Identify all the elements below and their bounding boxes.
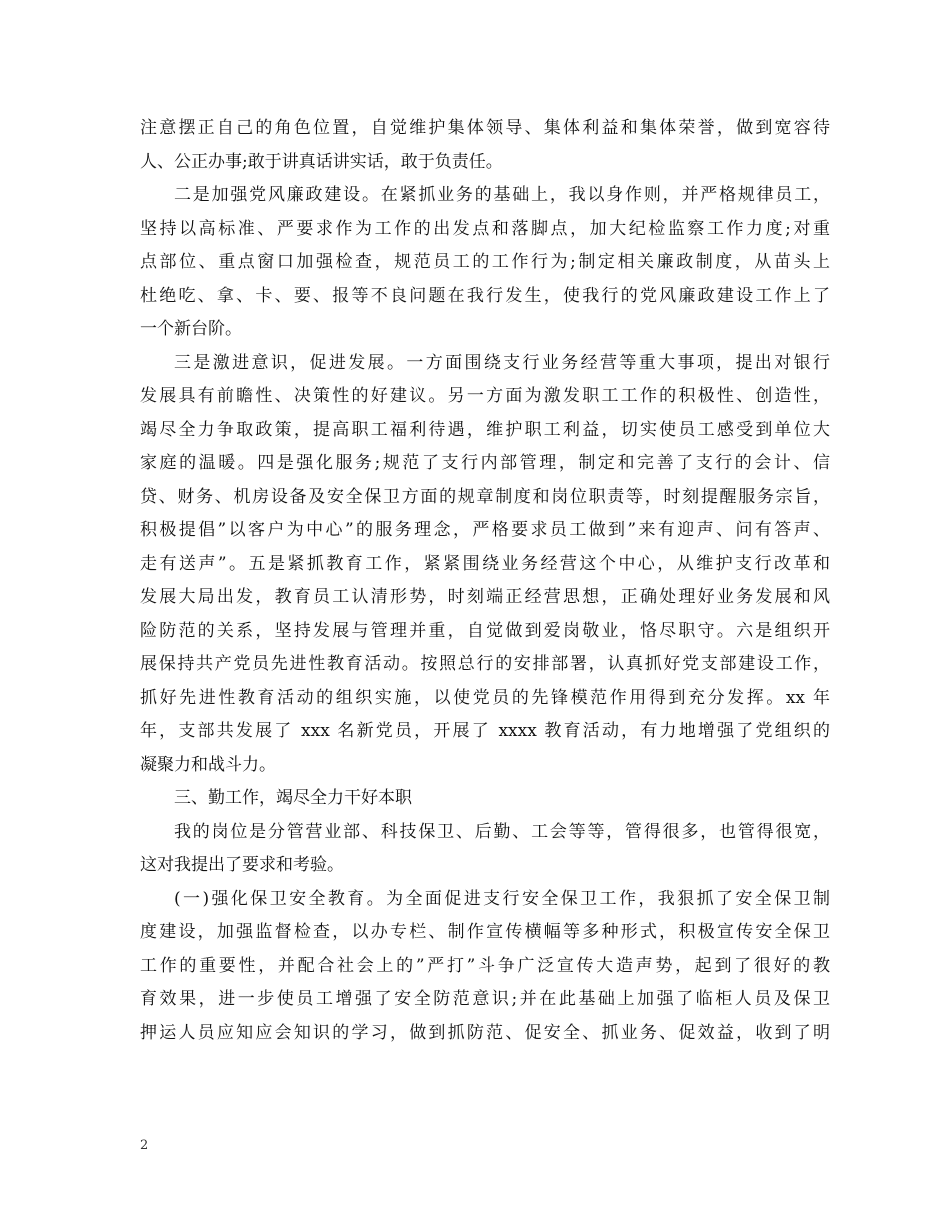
text-line: 这对我提出了要求和考验。: [140, 855, 344, 875]
text-line: 展保持共产党员先进性教育活动。按照总行的安排部署，认真抓好党支部建设工作，: [140, 654, 830, 674]
text-line: 一个新台阶。: [140, 319, 242, 339]
page-number: 2: [140, 1138, 149, 1153]
text-line: 家庭的温暖。四是强化服务;规范了支行内部管理，制定和完善了支行的会计、信: [140, 453, 830, 473]
text-line: 年，支部共发展了 xxx 名新党员，开展了 xxxx 教育活动，有力地增强了党组织的: [140, 721, 830, 741]
text-line: 坚持以高标准、严要求作为工作的出发点和落脚点，加大纪检监察工作力度;对重: [140, 218, 830, 239]
text-line: 注意摆正自己的角色位置，自觉维护集体领导、集体利益和集体荣誉，做到宽容待: [140, 118, 830, 138]
text-line: 贷、财务、机房设备及安全保卫方面的规章制度和岗位职责等，时刻提醒服务宗旨，: [140, 486, 830, 507]
text-line: 点部位、重点窗口加强检查，规范员工的工作行为;制定相关廉政制度，从苗头上: [140, 252, 830, 272]
text-line: 凝聚力和战斗力。: [140, 754, 276, 775]
text-line: 积极提倡”以客户为中心”的服务理念，严格要求员工做到”来有迎声、问有答声、: [140, 520, 830, 540]
text-line: 三、勤工作，竭尽全力干好本职: [174, 788, 412, 808]
text-line: 三是激进意识，促进发展。一方面围绕支行业务经营等重大事项，提出对银行: [174, 352, 830, 373]
text-line: 育效果，进一步使员工增强了安全防范意识;并在此基础上加强了临柜人员及保卫: [140, 989, 830, 1009]
text-line: 竭尽全力争取政策，提高职工福利待遇，维护职工利益，切实使员工感受到单位大: [140, 419, 830, 440]
text-line: (一)强化保卫安全教育。为全面促进支行安全保卫工作，我狠抓了安全保卫制: [174, 888, 830, 909]
text-line: 人、公正办事;敢于讲真话讲实话，敢于负责任。: [140, 151, 503, 172]
text-line: 发展具有前瞻性、决策性的好建议。另一方面为激发职工工作的积极性、创造性，: [140, 386, 830, 406]
text-line: 我的岗位是分管营业部、科技保卫、后勤、工会等等，管得很多，也管得很宽，: [174, 821, 830, 842]
text-line: 押运人员应知应会知识的学习，做到抓防范、促安全、抓业务、促效益，收到了明: [140, 1022, 830, 1043]
text-line: 二是加强党风廉政建设。在紧抓业务的基础上，我以身作则，并严格规律员工，: [174, 185, 830, 205]
text-line: 走有送声”。五是紧抓教育工作，紧紧围绕业务经营这个中心，从维护支行改革和: [140, 553, 830, 574]
text-line: 险防范的关系，坚持发展与管理并重，自觉做到爱岗敬业，恪尽职守。六是组织开: [140, 620, 830, 641]
text-line: 发展大局出发，教育员工认清形势，时刻端正经营思想，正确处理好业务发展和风: [140, 587, 830, 607]
document-body: [140, 112, 830, 1050]
text-line: 工作的重要性，并配合社会上的”严打”斗争广泛宣传大造声势，起到了很好的教: [140, 955, 830, 976]
text-line: 抓好先进性教育活动的组织实施，以使党员的先锋模范作用得到充分发挥。xx 年: [140, 687, 830, 708]
text-line: 度建设，加强监督检查，以办专栏、制作宣传横幅等多种形式，积极宣传安全保卫: [140, 922, 830, 942]
text-line: 杜绝吃、拿、卡、要、报等不良问题在我行发生，使我行的党风廉政建设工作上了: [140, 285, 830, 306]
